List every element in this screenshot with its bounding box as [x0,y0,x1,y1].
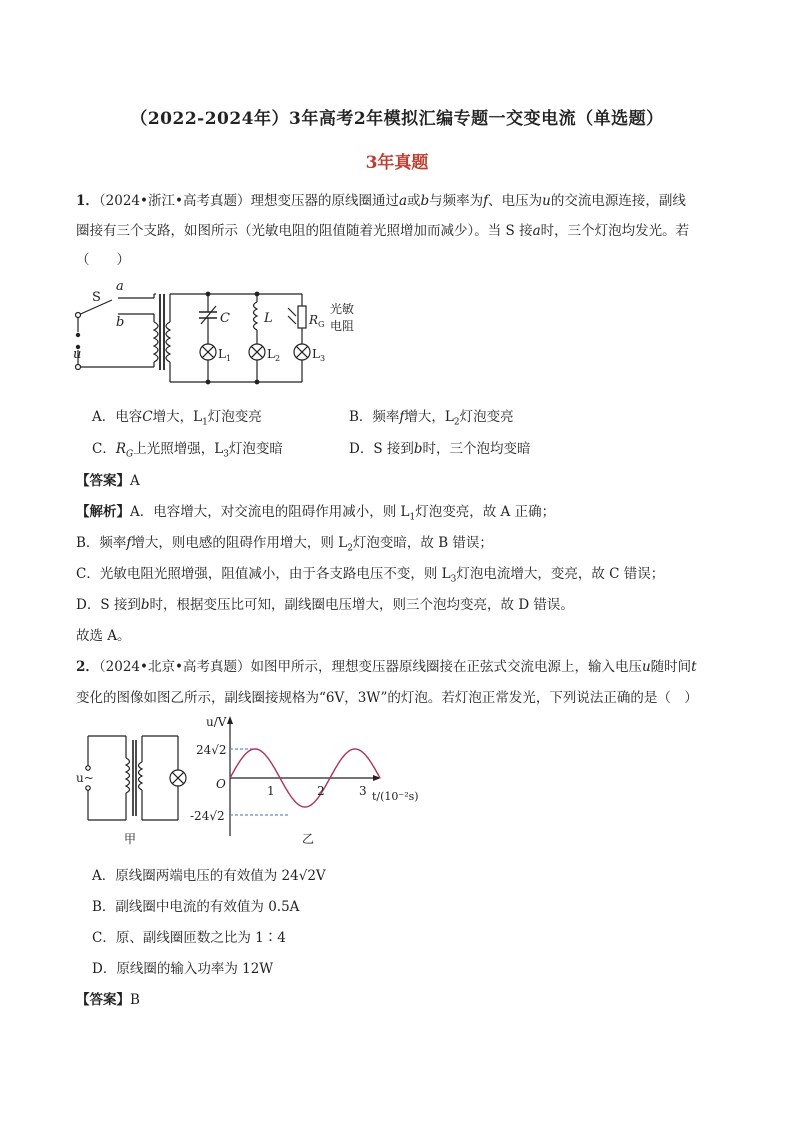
q2-option-A[interactable]: A．原线圈两端电压的有效值为 24√2V [92,868,326,884]
q1-var: b [420,193,430,209]
q1-text: 理想变压器的原线圈通过 [250,193,399,209]
q1-conclusion: 故选 A。 [76,628,131,644]
q2-text: 如图甲所示，理想变压器原线圈接在正弦式交流电源上，输入电压 [250,659,642,675]
q1-analysis-C [76,562,664,585]
analysis-text: B．频率 [76,535,127,551]
secondary-coil [166,322,170,362]
q1-var: u [542,193,551,209]
analysis-text: 灯泡电流增大，变亮，故 C 错误； [456,566,665,582]
q1-analysis-A [76,500,555,523]
terminal-top [76,313,81,318]
answer-value: B [130,992,140,1008]
label-L: L [264,311,273,326]
q1-number: 1． [76,193,99,209]
option-text: 灯泡变亮 [459,409,514,425]
q2-answer [76,988,140,1008]
q2-var: u [641,659,651,675]
q1-text: 或 [407,193,421,209]
option-var: R [115,441,127,457]
analysis-text: 灯泡变暗，故 B 错误； [352,535,493,551]
q1-var: f [483,193,489,209]
analysis-label: 【解析】 [76,504,130,520]
y-axis-label: u/V [206,715,227,729]
analysis-sub: 2 [347,543,353,554]
label-photo-1: 光敏 [330,302,355,316]
option-text: 增大，L [404,409,454,425]
q2-option-C[interactable]: C．原、副线圈匝数之比为 1∶4 [92,930,286,946]
answer-label: 【答案】 [76,992,130,1008]
analysis-text: 灯泡变亮，故 A 正确； [415,504,556,520]
label-L3: $L_3$ [312,347,326,363]
option-text: 灯泡变暗 [228,441,283,457]
option-text: 灯泡变亮 [207,409,262,425]
q1-source: （2024•浙江•高考真题） [98,193,251,209]
option-text: A．电容 [92,409,143,425]
analysis-text: C．光敏电阻光照增强，阻值减小，由于各支路电压不变，则 L [76,566,451,582]
x-axis-label: t/(10⁻²s) [372,790,419,803]
answer-label: 【答案】 [76,473,130,489]
q1-text: 的交流电源连接，副线 [550,193,686,209]
q1-option-A[interactable] [92,405,262,428]
terminal-bottom [76,365,81,370]
analysis-text: D．S 接到 [76,597,141,613]
label-L1: $L_1$ [218,347,232,363]
x-tick-3: 3 [359,784,367,798]
option-sub: G [126,449,134,460]
q1-analysis-D [76,593,574,613]
q1-circuit-figure [68,278,368,390]
q1-text: 时，三个灯泡均发光。若 [540,223,690,239]
label-a: a [116,279,124,294]
answer-value: A [130,473,140,489]
section-title: 3年真题 [365,153,429,173]
q1-analysis-B [76,531,493,554]
label-u: u [73,347,82,362]
q1-text: 、电压为 [488,193,543,209]
q2-stem-line1 [76,655,697,675]
fig-label-yi: 乙 [302,832,315,846]
analysis-sub: 3 [450,574,457,585]
option-text: D．S 接到 [349,441,414,457]
fig-label-jia: 甲 [124,832,137,846]
q1-answer [76,469,140,489]
inductor [254,302,258,330]
analysis-var: f [126,535,132,551]
q2-var: t [691,659,697,675]
q1-option-B[interactable] [349,405,514,428]
q2-text: 随时间 [650,659,692,675]
q2-option-D[interactable]: D．原线圈的输入功率为 12W [92,961,274,977]
option-text: 上光照增强，L [133,441,224,457]
q1-stem-line3: （ ） [76,252,130,268]
option-var: C [142,409,153,425]
analysis-text: 增大，则电感的阻碍作用增大，则 L [131,535,348,551]
q1-text: 与频率为 [429,193,484,209]
photoresistor [298,306,306,328]
q2-number: 2． [76,659,99,675]
q1-stem-line1 [76,189,686,209]
label-RG: $R_G$ [309,313,325,329]
q1-stem-line2 [76,219,689,239]
x-tick-2: 2 [317,784,325,798]
primary-coil [126,758,130,793]
y-tick-top: 24√2 [196,743,227,757]
option-text: 增大，L [152,409,203,425]
label-S: S [92,290,101,305]
option-sub: 2 [453,417,460,428]
option-sub: 1 [202,417,208,428]
q1-var: a [532,223,541,239]
q2-option-B[interactable]: B．副线圈中电流的有效值为 0.5A [92,899,300,915]
secondary-coil [139,762,143,790]
analysis-text: A．电容增大，对交流电的阻碍作用减小，则 L [130,504,410,520]
q1-var: a [398,193,408,209]
x-tick-1: 1 [267,784,275,798]
page-title: （2022-2024年）3年高考2年模拟汇编专题一交变电流（单选题） [130,109,664,129]
option-var: f [399,409,405,425]
option-text: 时，三个泡均变暗 [422,441,531,457]
origin-label: O [216,777,226,791]
option-sub: 3 [223,449,229,460]
label-C: C [220,311,230,326]
label-b: b [116,315,125,330]
q2-source: （2024•北京•高考真题） [98,659,251,675]
option-text: C． [92,441,116,457]
option-var: b [413,441,423,457]
source-label: u~ [76,771,94,785]
analysis-sub: 1 [409,512,416,523]
q1-option-D[interactable] [349,437,531,457]
q2-stem-line2: 变化的图像如图乙所示，副线圈接规格为“6V，3W”的灯泡。若灯泡正常发光，下列说法正确的是（ ） [76,690,698,706]
q1-option-C[interactable] [92,437,283,460]
analysis-text: 时，根据变压比可知，副线圈电压增大，则三个泡均变亮，故 D 错误。 [149,597,574,613]
primary-coil [154,322,158,362]
y-tick-bottom: -24√2 [190,809,225,823]
option-text: B．频率 [349,409,400,425]
analysis-var: b [140,597,150,613]
q1-text: 圈接有三个支路，如图所示（光敏电阻的阻值随着光照增加而减少）。当 S 接 [76,223,533,239]
label-photo-2: 电阻 [330,319,355,333]
label-L2: $L_2$ [267,347,281,363]
q2-figure [72,712,432,850]
